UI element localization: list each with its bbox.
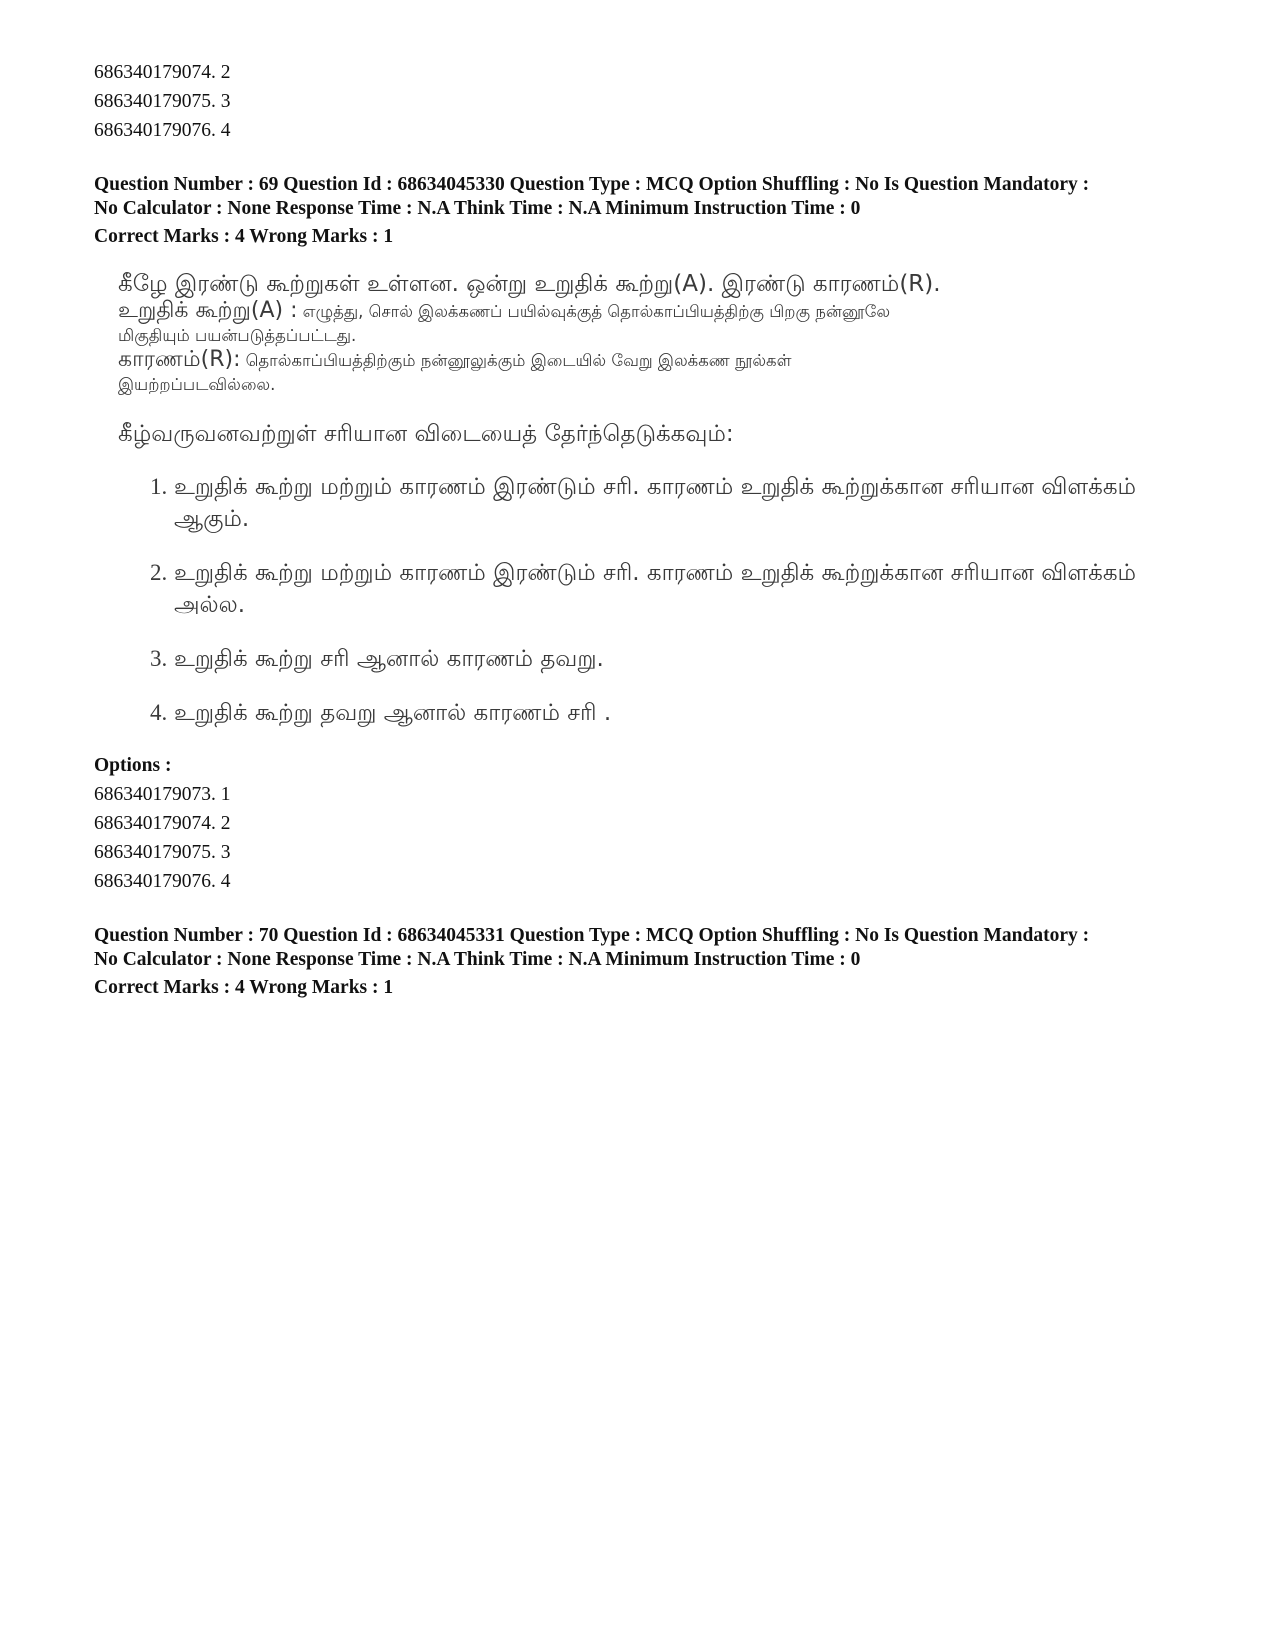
question-marks: Correct Marks : 4 Wrong Marks : 1 xyxy=(94,977,394,998)
question-meta-line: No Calculator : None Response Time : N.A Think Time : N.A Minimum Instruction Time : 0 xyxy=(94,198,861,219)
option-line: 686340179074. 2 xyxy=(94,62,231,83)
choice-item xyxy=(150,697,1178,729)
choice-number: 1. xyxy=(150,474,168,499)
reason-label: காரணம்(R): xyxy=(118,347,241,372)
question-69 xyxy=(94,173,1204,896)
reason-text: தொல்காப்பியத்திற்கும் நன்னூலுக்கும் இடையில் வேறு இலக்கண நூல்கள் xyxy=(245,351,792,370)
option-line: 686340179076. 4 xyxy=(94,871,231,892)
option-line: 686340179075. 3 xyxy=(94,91,231,112)
question-instruction: கீழ்வருவனவற்றுள் சரியான விடையைத் தேர்ந்தெடுக்கவும்: xyxy=(118,421,734,447)
question-70 xyxy=(94,924,1204,1002)
choice-text: உறுதிக் கூற்று மற்றும் காரணம் இரண்டும் சரி. காரணம் உறுதிக் கூற்றுக்கான சரியான விளக்கம் ஆகும். xyxy=(174,474,1137,532)
question-meta-line: Question Number : 69 Question Id : 68634045330 Question Type : MCQ Option Shuffling : No Is Question Mandatory : xyxy=(94,174,1090,195)
option-line: 686340179076. 4 xyxy=(94,120,231,141)
question-marks: Correct Marks : 4 Wrong Marks : 1 xyxy=(94,226,394,247)
document-page xyxy=(94,58,1204,1002)
assertion-text-continued: மிகுதியும் பயன்படுத்தப்பட்டது. xyxy=(118,326,357,345)
choice-text: உறுதிக் கூற்று மற்றும் காரணம் இரண்டும் சரி. காரணம் உறுதிக் கூற்றுக்கான சரியான விளக்கம் அல்ல. xyxy=(174,560,1137,618)
choice-number: 4. xyxy=(150,700,168,725)
choice-list xyxy=(150,471,1178,729)
question-image xyxy=(118,269,1178,729)
choice-text: உறுதிக் கூற்று சரி ஆனால் காரணம் தவறு. xyxy=(174,646,604,672)
choice-number: 3. xyxy=(150,646,168,671)
reason-text-continued: இயற்றப்படவில்லை. xyxy=(118,375,276,394)
choice-item xyxy=(150,643,1178,675)
option-line: 686340179073. 1 xyxy=(94,784,231,805)
choice-item xyxy=(150,557,1178,621)
question-meta-line: Question Number : 70 Question Id : 68634045331 Question Type : MCQ Option Shuffling : No Is Question Mandatory : xyxy=(94,925,1090,946)
assertion-label: உறுதிக் கூற்று(A) : xyxy=(118,298,298,323)
option-line: 686340179074. 2 xyxy=(94,813,231,834)
options-list xyxy=(94,780,1204,896)
assertion-row xyxy=(118,299,1178,324)
previous-options-list xyxy=(94,58,1204,145)
choice-item xyxy=(150,471,1178,535)
question-meta-line: No Calculator : None Response Time : N.A Think Time : N.A Minimum Instruction Time : 0 xyxy=(94,949,861,970)
option-line: 686340179075. 3 xyxy=(94,842,231,863)
choice-text: உறுதிக் கூற்று தவறு ஆனால் காரணம் சரி . xyxy=(174,700,612,726)
assertion-text: எழுத்து, சொல் இலக்கணப் பயில்வுக்குத் தொல்காப்பியத்திற்கு பிறகு நன்னூலே xyxy=(302,302,891,321)
question-intro: கீழே இரண்டு கூற்றுகள் உள்ளன. ஒன்று உறுதிக் கூற்று(A). இரண்டு காரணம்(R). xyxy=(118,271,941,297)
reason-row xyxy=(118,348,1178,373)
options-heading: Options : xyxy=(94,755,172,776)
choice-number: 2. xyxy=(150,560,168,585)
